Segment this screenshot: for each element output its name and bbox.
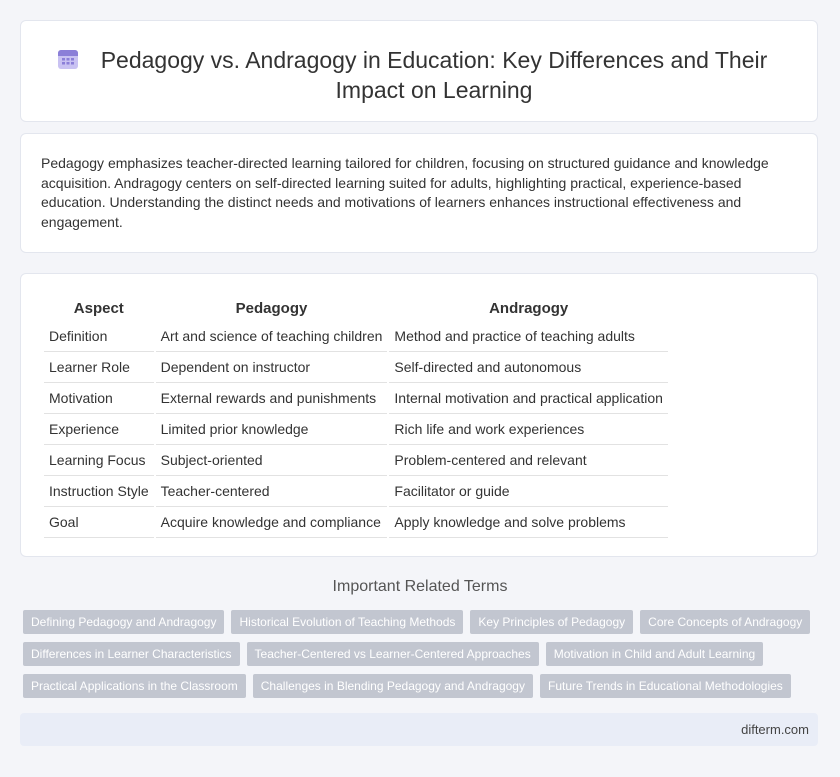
related-tags-row bbox=[23, 674, 791, 698]
table-row bbox=[44, 414, 668, 445]
comparison-table bbox=[42, 295, 670, 538]
header-andragogy: Andragogy bbox=[489, 299, 569, 317]
cell-aspect: Experience bbox=[44, 414, 154, 445]
related-terms-title: Important Related Terms bbox=[332, 578, 508, 595]
cell-andragogy: Rich life and work experiences bbox=[389, 414, 668, 445]
header-aspect: Aspect bbox=[73, 299, 124, 317]
cell-pedagogy: Art and science of teaching children bbox=[156, 321, 388, 352]
table-row bbox=[44, 445, 668, 476]
related-tag[interactable]: Practical Applications in the Classroom bbox=[23, 674, 246, 698]
related-tag[interactable]: Historical Evolution of Teaching Methods bbox=[231, 610, 463, 634]
related-tags-row bbox=[23, 610, 810, 634]
table-row bbox=[44, 476, 668, 507]
table-header-row bbox=[44, 295, 668, 321]
related-tag[interactable]: Differences in Learner Characteristics bbox=[23, 642, 240, 666]
cell-aspect: Learning Focus bbox=[44, 445, 154, 476]
related-tag[interactable]: Key Principles of Pedagogy bbox=[470, 610, 633, 634]
cell-pedagogy: Limited prior knowledge bbox=[156, 414, 388, 445]
title-card bbox=[20, 20, 818, 122]
cell-andragogy: Problem-centered and relevant bbox=[389, 445, 668, 476]
cell-aspect: Instruction Style bbox=[44, 476, 154, 507]
related-tag[interactable]: Challenges in Blending Pedagogy and Andragogy bbox=[253, 674, 533, 698]
related-tags-row bbox=[23, 642, 763, 666]
cell-andragogy: Method and practice of teaching adults bbox=[389, 321, 668, 352]
cell-andragogy: Internal motivation and practical application bbox=[389, 383, 668, 414]
cell-andragogy: Facilitator or guide bbox=[389, 476, 668, 507]
table-row bbox=[44, 352, 668, 383]
cell-aspect: Goal bbox=[44, 507, 154, 538]
cell-pedagogy: Dependent on instructor bbox=[156, 352, 388, 383]
footer-site-link[interactable]: difterm.com bbox=[741, 722, 809, 737]
cell-pedagogy: Subject-oriented bbox=[156, 445, 388, 476]
cell-pedagogy: External rewards and punishments bbox=[156, 383, 388, 414]
related-tag[interactable]: Teacher-Centered vs Learner-Centered Approaches bbox=[247, 642, 539, 666]
related-tag[interactable]: Core Concepts of Andragogy bbox=[640, 610, 810, 634]
cell-andragogy: Apply knowledge and solve problems bbox=[389, 507, 668, 538]
related-tag[interactable]: Motivation in Child and Adult Learning bbox=[546, 642, 763, 666]
related-tag[interactable]: Defining Pedagogy and Andragogy bbox=[23, 610, 224, 634]
comparison-table-card bbox=[20, 273, 818, 557]
cell-aspect: Learner Role bbox=[44, 352, 154, 383]
page-title: Pedagogy vs. Andragogy in Education: Key Differences and Their Impact on Learning bbox=[100, 47, 768, 103]
cell-andragogy: Self-directed and autonomous bbox=[389, 352, 668, 383]
cell-pedagogy: Teacher-centered bbox=[156, 476, 388, 507]
table-row bbox=[44, 383, 668, 414]
intro-text: Pedagogy emphasizes teacher-directed learning tailored for children, focusing on structured guidance and knowledge acquisition. Andragogy centers on self-directed learning suited for adults, highlighting practical, experience-based education. Understanding the distinct needs and motivations of learners enhances instructional effectiveness and engagement. bbox=[41, 155, 769, 230]
table-row bbox=[44, 507, 668, 538]
cell-aspect: Definition bbox=[44, 321, 154, 352]
cell-pedagogy: Acquire knowledge and compliance bbox=[156, 507, 388, 538]
table-row bbox=[44, 321, 668, 352]
header-pedagogy: Pedagogy bbox=[235, 299, 308, 317]
related-tag[interactable]: Future Trends in Educational Methodologies bbox=[540, 674, 791, 698]
intro-card bbox=[20, 133, 818, 253]
calendar-icon bbox=[57, 48, 79, 70]
footer bbox=[20, 713, 818, 746]
cell-aspect: Motivation bbox=[44, 383, 154, 414]
